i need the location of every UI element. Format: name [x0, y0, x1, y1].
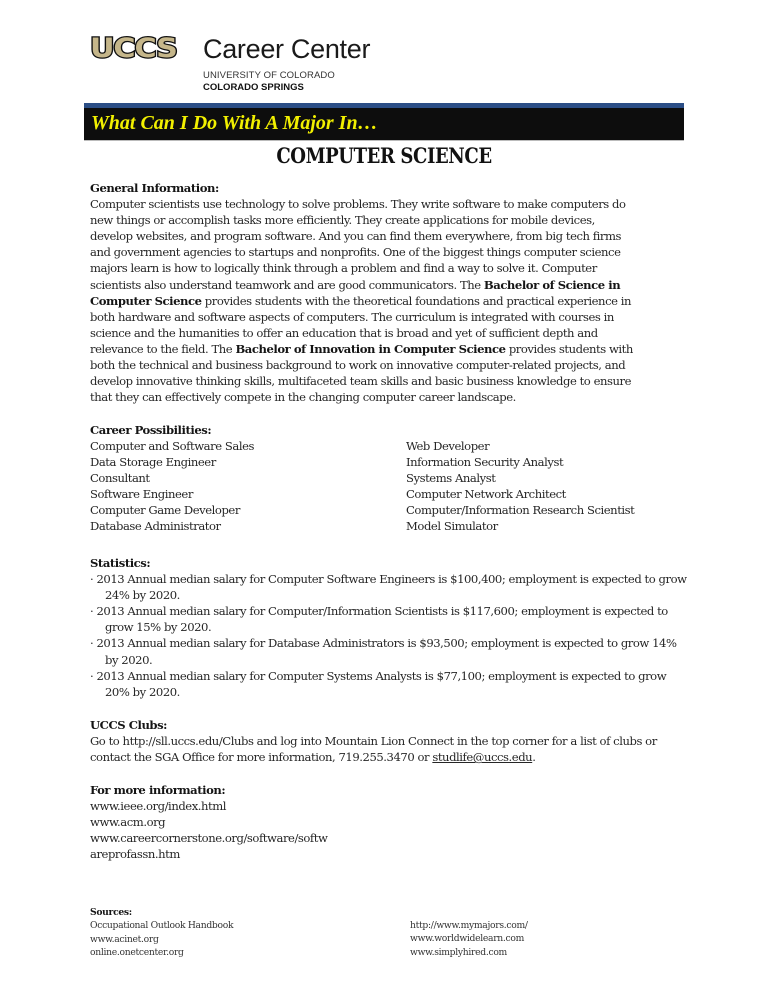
career-list-right: [406, 438, 706, 535]
career-list-left: [90, 438, 390, 535]
degree-name-bs-cont: Computer Science: [90, 293, 202, 308]
uccs-logo-mark: UCCS: [90, 33, 177, 64]
text-line: [90, 277, 700, 293]
uccs-career-center-logo: [90, 33, 410, 96]
source-item: http://www.mymajors.com/: [410, 920, 528, 931]
text-span: relevance to the field. The: [90, 341, 236, 356]
sources-right: [410, 919, 670, 959]
clubs-section: [90, 717, 690, 765]
text-line: science and the humanities to offer an education that is broad and yet of sufficient depth and: [90, 325, 598, 340]
more-info-heading: For more information:: [90, 783, 226, 797]
university-name-line1: UNIVERSITY OF COLORADO: [203, 70, 335, 81]
source-item: www.acinet.org: [90, 933, 159, 945]
sources-left: [90, 906, 350, 960]
career-item: Computer/Information Research Scientist: [406, 503, 635, 518]
clubs-description: Go to http://sll.uccs.edu/Clubs and log into Mountain Lion Connect in the top corner for a list of clubs or contact the SGA Office for more information, 719.255.3470 or: [90, 734, 657, 765]
info-link[interactable]: www.acm.org: [90, 815, 166, 830]
career-item: Software Engineer: [90, 487, 193, 502]
text-line: and government agencies to startups and nonprofits. One of the biggest things computer science: [90, 245, 621, 260]
text-line: [90, 293, 700, 309]
career-item: Computer Game Developer: [90, 503, 240, 518]
more-info-section: [90, 782, 450, 862]
career-possibilities-section: [90, 422, 700, 438]
career-item: Information Security Analyst: [406, 455, 564, 470]
general-information-heading: General Information:: [90, 181, 219, 195]
banner-text: What Can I Do With A Major In…: [91, 112, 378, 134]
career-possibilities-heading: Career Possibilities:: [90, 423, 212, 437]
statistics-heading: Statistics:: [90, 556, 151, 570]
career-item: Systems Analyst: [406, 471, 496, 486]
degree-name-bs: Bachelor of Science in: [483, 277, 621, 292]
career-item: Model Simulator: [406, 519, 498, 534]
text-line: Computer scientists use technology to solve problems. They write software to make computers do: [90, 197, 626, 212]
info-link[interactable]: www.careercornerstone.org/software/softw: [90, 831, 328, 846]
career-item: Computer Network Architect: [406, 487, 566, 502]
clubs-text: [90, 733, 690, 765]
statistic-item: · 2013 Annual median salary for Computer Software Engineers is $100,400; employment is expected to grow 24% by 2020.: [90, 572, 687, 603]
text-line: [90, 341, 700, 357]
career-item: Data Storage Engineer: [90, 455, 216, 470]
email-link[interactable]: studlife@uccs.edu: [432, 750, 533, 765]
info-link[interactable]: areprofassn.htm: [90, 847, 180, 862]
text-line: develop websites, and program software. And you can find them everywhere, from big tech firms: [90, 229, 622, 244]
career-item: Database Administrator: [90, 519, 221, 534]
source-item: www.worldwidelearn.com: [410, 933, 525, 945]
statistic-item: · 2013 Annual median salary for Computer/Information Scientists is $117,600; employment is expected to grow 15% by 2020.: [90, 604, 668, 635]
statistic-item: · 2013 Annual median salary for Computer Systems Analysts is $77,100; employment is expected to grow 20% by 2020.: [90, 668, 667, 699]
general-information-section: [90, 180, 700, 405]
banner: [84, 108, 684, 141]
statistics-section: [90, 555, 690, 700]
clubs-heading: UCCS Clubs:: [90, 718, 167, 732]
text-span: provides students with the theoretical foundations and practical experience in: [201, 293, 632, 308]
career-item: Computer and Software Sales: [90, 439, 254, 453]
career-item: Web Developer: [406, 439, 490, 453]
sources-heading: Sources:: [90, 907, 132, 918]
text-line: majors learn is how to logically think through a problem and find a way to solve it. Computer: [90, 261, 597, 276]
text-line: develop innovative thinking skills, multifaceted team skills and basic business knowledge to ensure: [90, 374, 632, 389]
university-name-line2: COLORADO SPRINGS: [203, 82, 304, 93]
text-line: that they can effectively compete in the changing computer career landscape.: [90, 390, 516, 405]
source-item: Occupational Outlook Handbook: [90, 920, 234, 932]
page-title: COMPUTER SCIENCE: [276, 143, 492, 168]
text-span: .: [532, 750, 536, 765]
statistic-item: · 2013 Annual median salary for Database Administrators is $93,500; employment is expected to grow 14% by 2020.: [90, 636, 677, 667]
source-item: online.onetcenter.org: [90, 947, 184, 959]
text-span: provides students with: [505, 341, 633, 356]
degree-name-bi: Bachelor of Innovation in Computer Science: [235, 341, 506, 356]
info-link[interactable]: www.ieee.org/index.html: [90, 799, 227, 814]
career-center-title: Career Center: [203, 34, 371, 64]
text-line: both the technical and business background to work on innovative computer-related projects, and: [90, 358, 626, 373]
text-line: new things or accomplish tasks more efficiently. They create applications for mobile devices,: [90, 213, 595, 228]
source-item: www.simplyhired.com: [410, 946, 507, 958]
text-span: scientists also understand teamwork and are good communicators. The: [90, 277, 484, 292]
text-line: both hardware and software aspects of computers. The curriculum is integrated with courses in: [90, 309, 614, 324]
career-item: Consultant: [90, 471, 150, 486]
